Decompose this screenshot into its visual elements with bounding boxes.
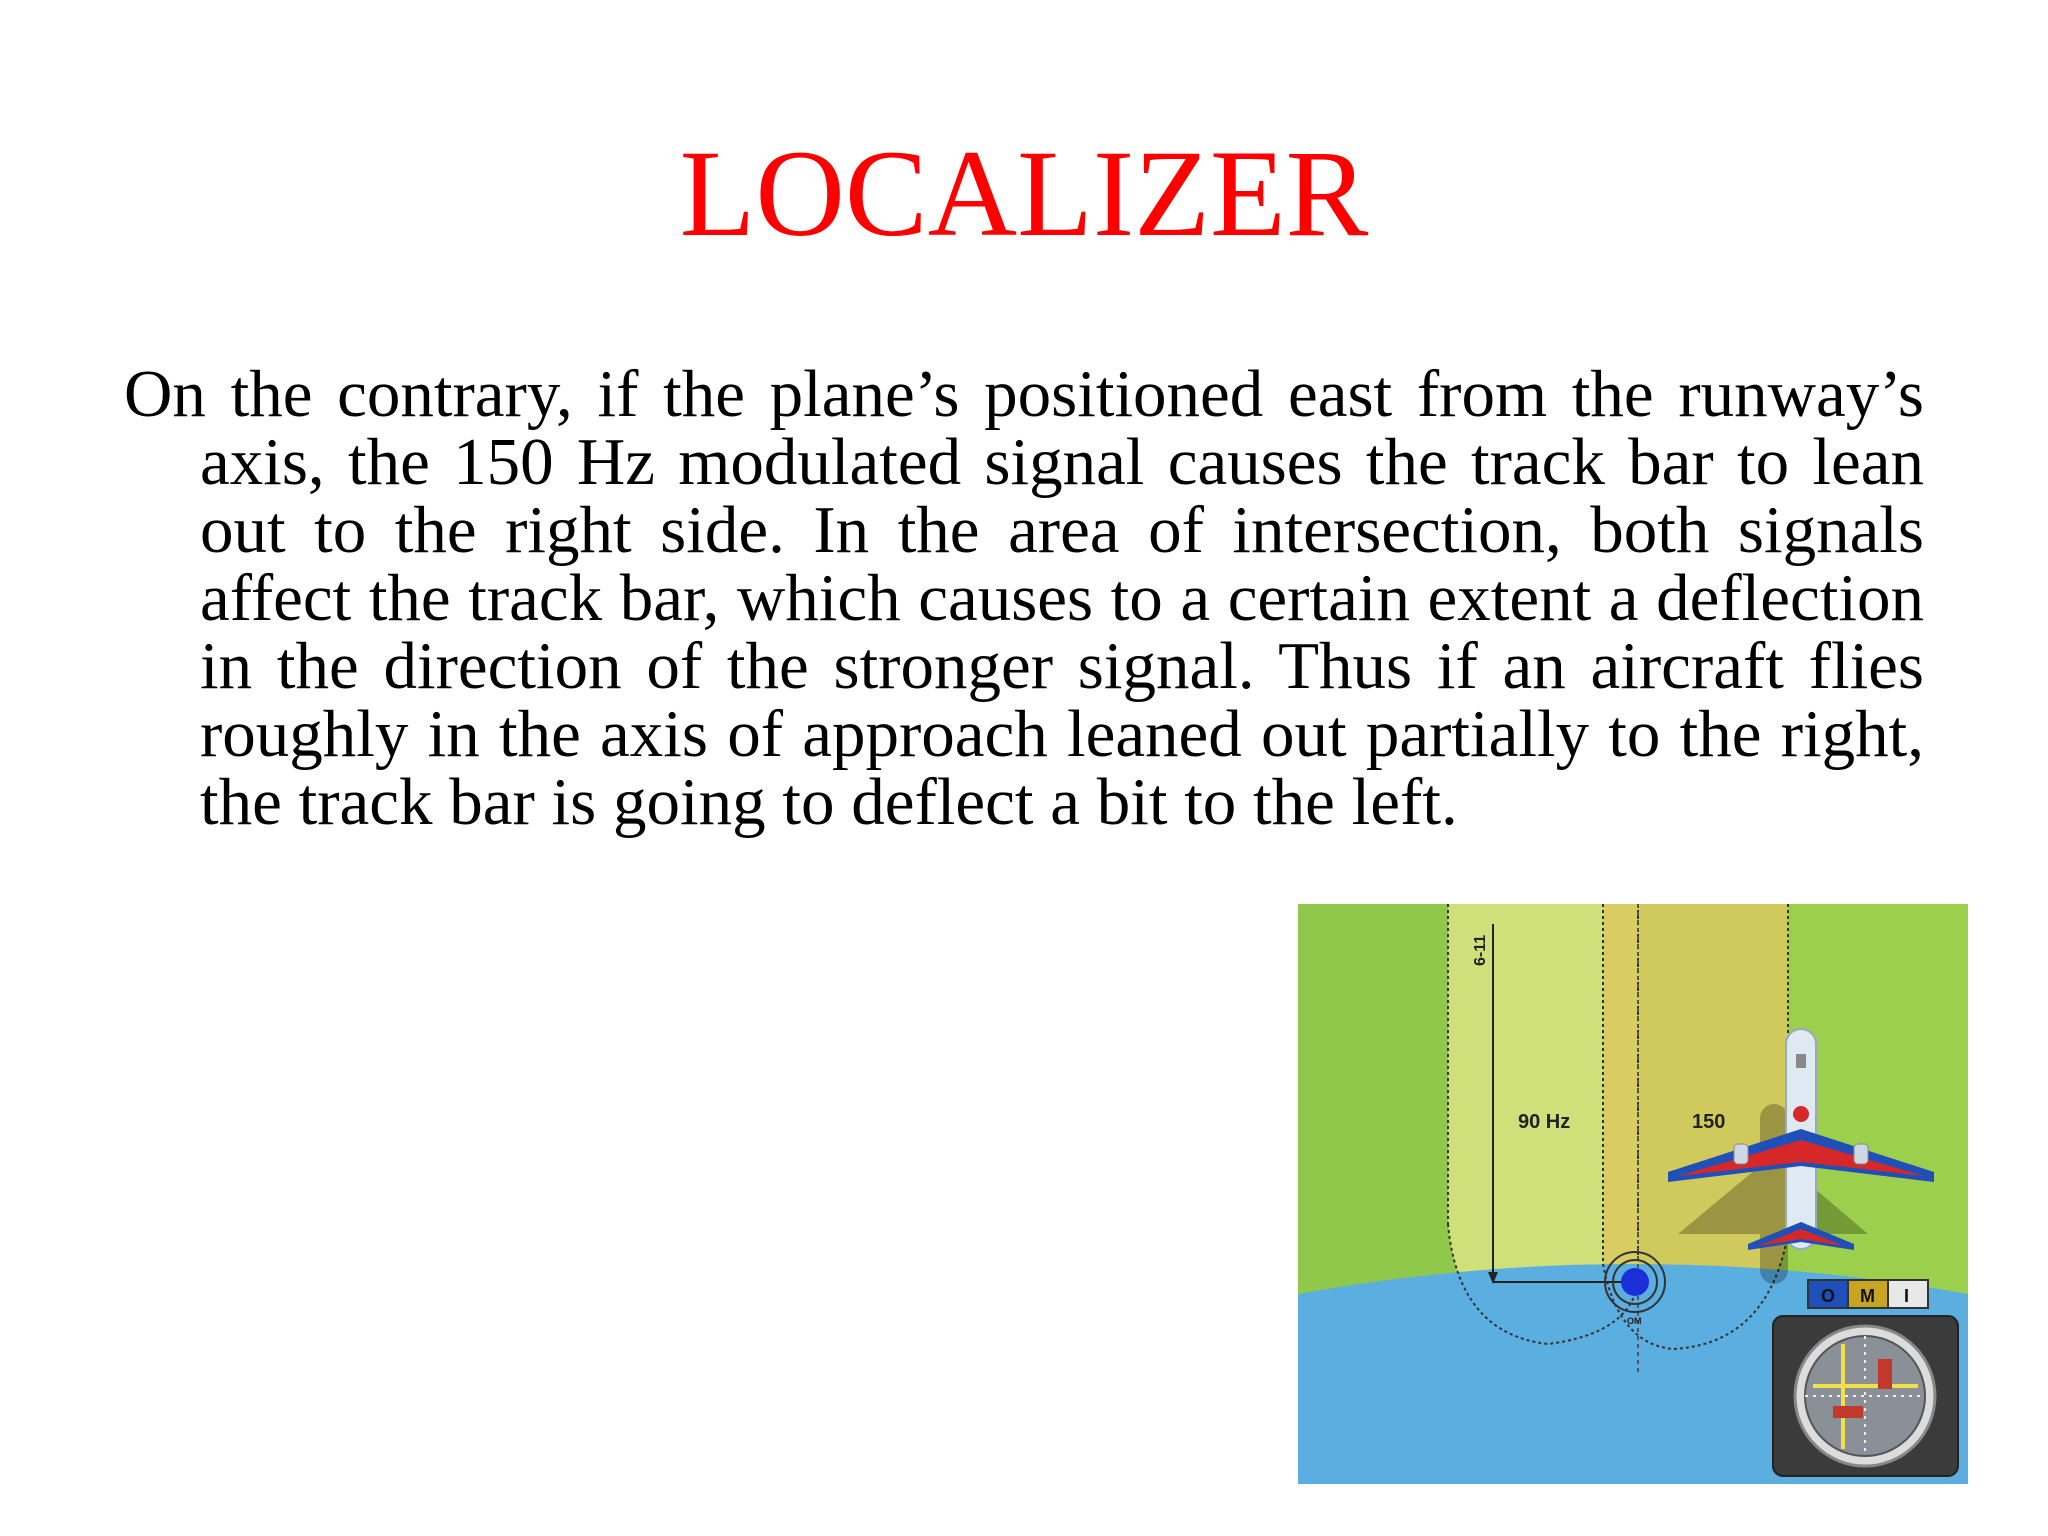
runway-number-label: 6-11: [1472, 934, 1489, 966]
indicator-i: I: [1904, 1286, 1910, 1306]
outer-marker-label: OM: [1627, 1316, 1642, 1326]
localizer-diagram: [1298, 904, 1968, 1484]
omi-indicator: [1808, 1280, 1928, 1308]
localizer-diagram-svg: [1298, 904, 1968, 1484]
slide-body-text: On the contrary, if the plane’s positioned east from the runway’s axis, the 150 Hz modulated signal causes the track bar to lean out to the right side. In the area of intersection, both signals affect the track bar, which causes to a certain extent a deflection in the direction of the stronger signal. Thus if an aircraft flies roughly in the axis of approach leaned out partially to the right, the track bar is going to deflect a bit to the left.: [124, 357, 1924, 839]
outer-marker-beacon: [1621, 1268, 1649, 1296]
indicator-o: O: [1821, 1286, 1836, 1306]
warning-flag-gs: [1878, 1359, 1892, 1389]
indicator-m: M: [1860, 1286, 1875, 1306]
ils-instrument: [1773, 1316, 1958, 1476]
warning-flag-loc: [1833, 1406, 1863, 1418]
label-150hz: 150: [1692, 1111, 1726, 1133]
slide-title: LOCALIZER: [679, 125, 1369, 262]
label-90hz: 90 Hz: [1518, 1111, 1571, 1133]
